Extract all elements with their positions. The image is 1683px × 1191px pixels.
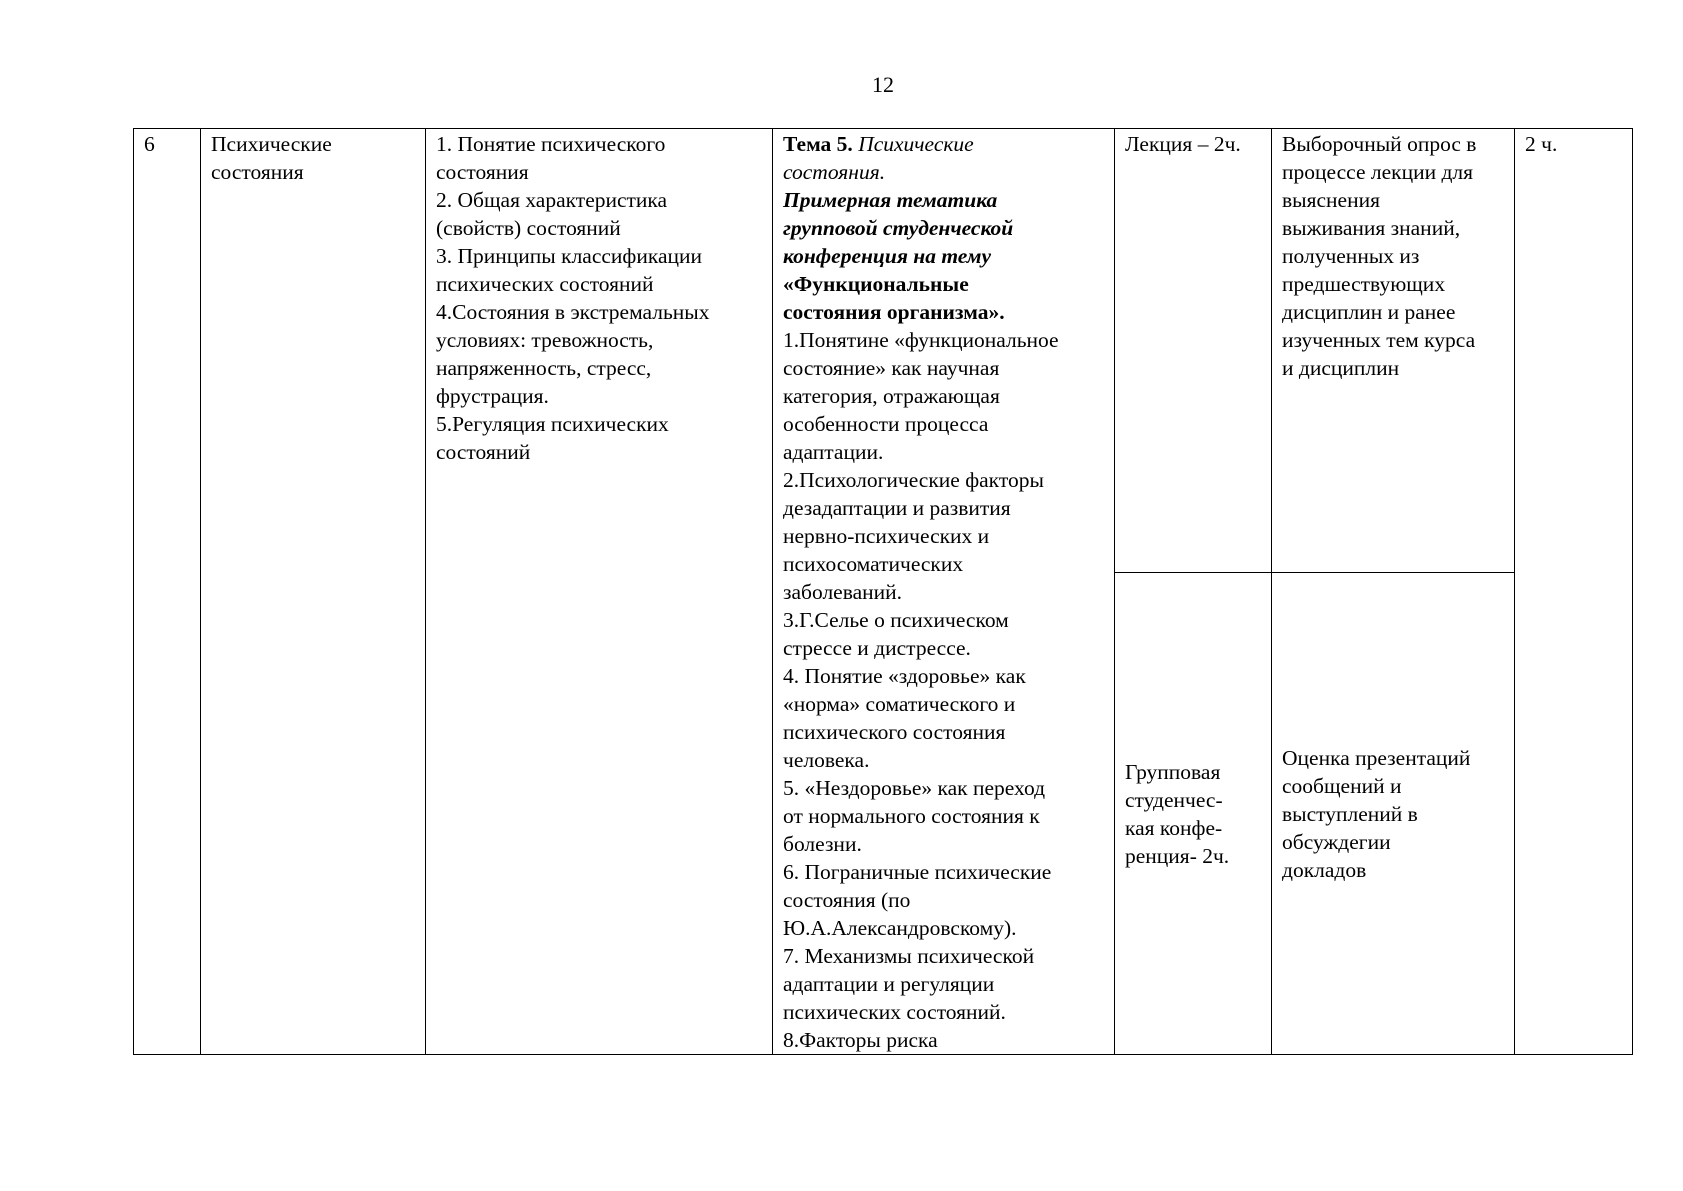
theme-item-line: психического состояния [783,720,1006,744]
theme-item-line: человека. [783,748,870,772]
theme-item-line: болезни. [783,832,862,856]
theme-item-line: 5. «Нездоровье» как переход [783,776,1046,800]
conference-control-line: сообщений и [1282,774,1402,799]
lecture-control-line: выяснения [1282,188,1380,212]
lecture-control-line: изученных тем курса [1282,328,1476,352]
theme-item-line: заболеваний. [783,580,903,604]
lecture-topic-line: 3. Принципы классификации [436,244,703,268]
theme-item-line: «норма» соматического и [783,692,1016,716]
theme-label: Тема 5. [783,132,853,156]
lecture-control-line: и дисциплин [1282,356,1400,380]
conference-form-line: ренция- 2ч. [1125,844,1230,869]
conference-control-cell [1272,573,1515,1055]
lecture-topic-line: (свойств) состояний [436,216,621,240]
theme-item-line: от нормального состояния к [783,804,1040,828]
lecture-topic-line: 5.Регуляция психических [436,412,669,436]
lecture-topic-line: фрустрация. [436,384,549,408]
theme-item-line: 7. Механизмы психической [783,944,1035,968]
lecture-control-line: процессе лекции для [1282,160,1474,184]
lecture-control-line: полученных из [1282,244,1420,268]
theme-item-line: 2.Психологические факторы [783,468,1044,492]
theme-item-line: Ю.А.Александровскому). [783,916,1017,940]
theme-title-cont: состояния. [783,160,886,184]
lecture-topic-line: состояния [436,160,529,184]
theme-item-line: адаптации. [783,440,884,464]
lecture-topic-line: 4.Состояния в экстремальных [436,300,710,324]
conference-control-line: докладов [1282,858,1367,883]
theme-item-line: 4. Понятие «здоровье» как [783,664,1026,688]
lecture-topics-cell [426,129,773,1055]
theme-item-line: 8.Факторы риска [783,1028,938,1052]
theme-item-line: особенности процесса [783,412,989,436]
theme-item-line: состояния (по [783,888,911,912]
conference-heading-line: конференция на тему [783,244,992,268]
conference-control-line: Оценка презентаций [1282,746,1471,771]
conference-control-line: выступлений в [1282,802,1418,827]
conference-heading-line: групповой студенческой [783,216,1014,240]
theme-item-line: психосоматических [783,552,964,576]
conference-title-line: состояния организма». [783,300,1005,324]
theme-title: Психические [858,132,974,156]
lecture-topic-line: 1. Понятие психического [436,132,666,156]
hours: 2 ч. [1525,132,1558,156]
section-title-cell [201,129,426,1055]
lecture-topic-line: условиях: тревожность, [436,328,654,352]
conference-form-cell [1115,573,1272,1055]
page-number: 12 [872,72,894,97]
theme-item-line: стрессе и дистрессе. [783,636,971,660]
theme-item-line: состояние» как научная [783,356,1000,380]
theme-item-line: категория, отражающая [783,384,1000,408]
table-row [134,129,1633,573]
theme-item-line: 3.Г.Селье о психическом [783,608,1009,632]
conference-form-line: Групповая [1125,760,1221,785]
lecture-control-line: дисциплин и ранее [1282,300,1456,324]
conference-form-line: студенчес- [1125,788,1223,813]
lecture-topic-line: психических состояний [436,272,654,296]
lecture-topic-line: 2. Общая характеристика [436,188,668,212]
theme-item-line: психических состояний. [783,1000,1006,1024]
lecture-control-line: предшествующих [1282,272,1446,296]
section-title-line: состояния [211,160,304,184]
conference-heading-line: Примерная тематика [783,188,998,212]
lecture-topic-line: состояний [436,440,531,464]
theme-heading [783,130,1104,158]
conference-control-line: обсуждегии [1282,830,1391,855]
curriculum-table [133,128,1633,1055]
lecture-control-line: выживания знаний, [1282,216,1461,240]
theme-item-line: дезадаптации и развития [783,496,1011,520]
lecture-form-cell [1115,129,1272,573]
row-number-cell [134,129,201,1055]
theme-item-line: 1.Понятине «функциональное [783,328,1059,352]
row-number: 6 [144,132,155,156]
section-title-line: Психические [211,132,332,156]
theme-item-line: нервно-психических и [783,524,990,548]
theme-item-line: адаптации и регуляции [783,972,995,996]
conference-title-line: «Функциональные [783,272,969,296]
seminar-theme-cell [773,129,1115,1055]
conference-form-line: кая конфе- [1125,816,1223,841]
lecture-control-cell [1272,129,1515,573]
theme-item-line: 6. Пограничные психические [783,860,1052,884]
hours-cell [1515,129,1633,1055]
lecture-topic-line: напряженность, стресс, [436,356,652,380]
lecture-control-line: Выборочный опрос в [1282,132,1477,156]
lecture-form: Лекция – 2ч. [1125,132,1241,156]
